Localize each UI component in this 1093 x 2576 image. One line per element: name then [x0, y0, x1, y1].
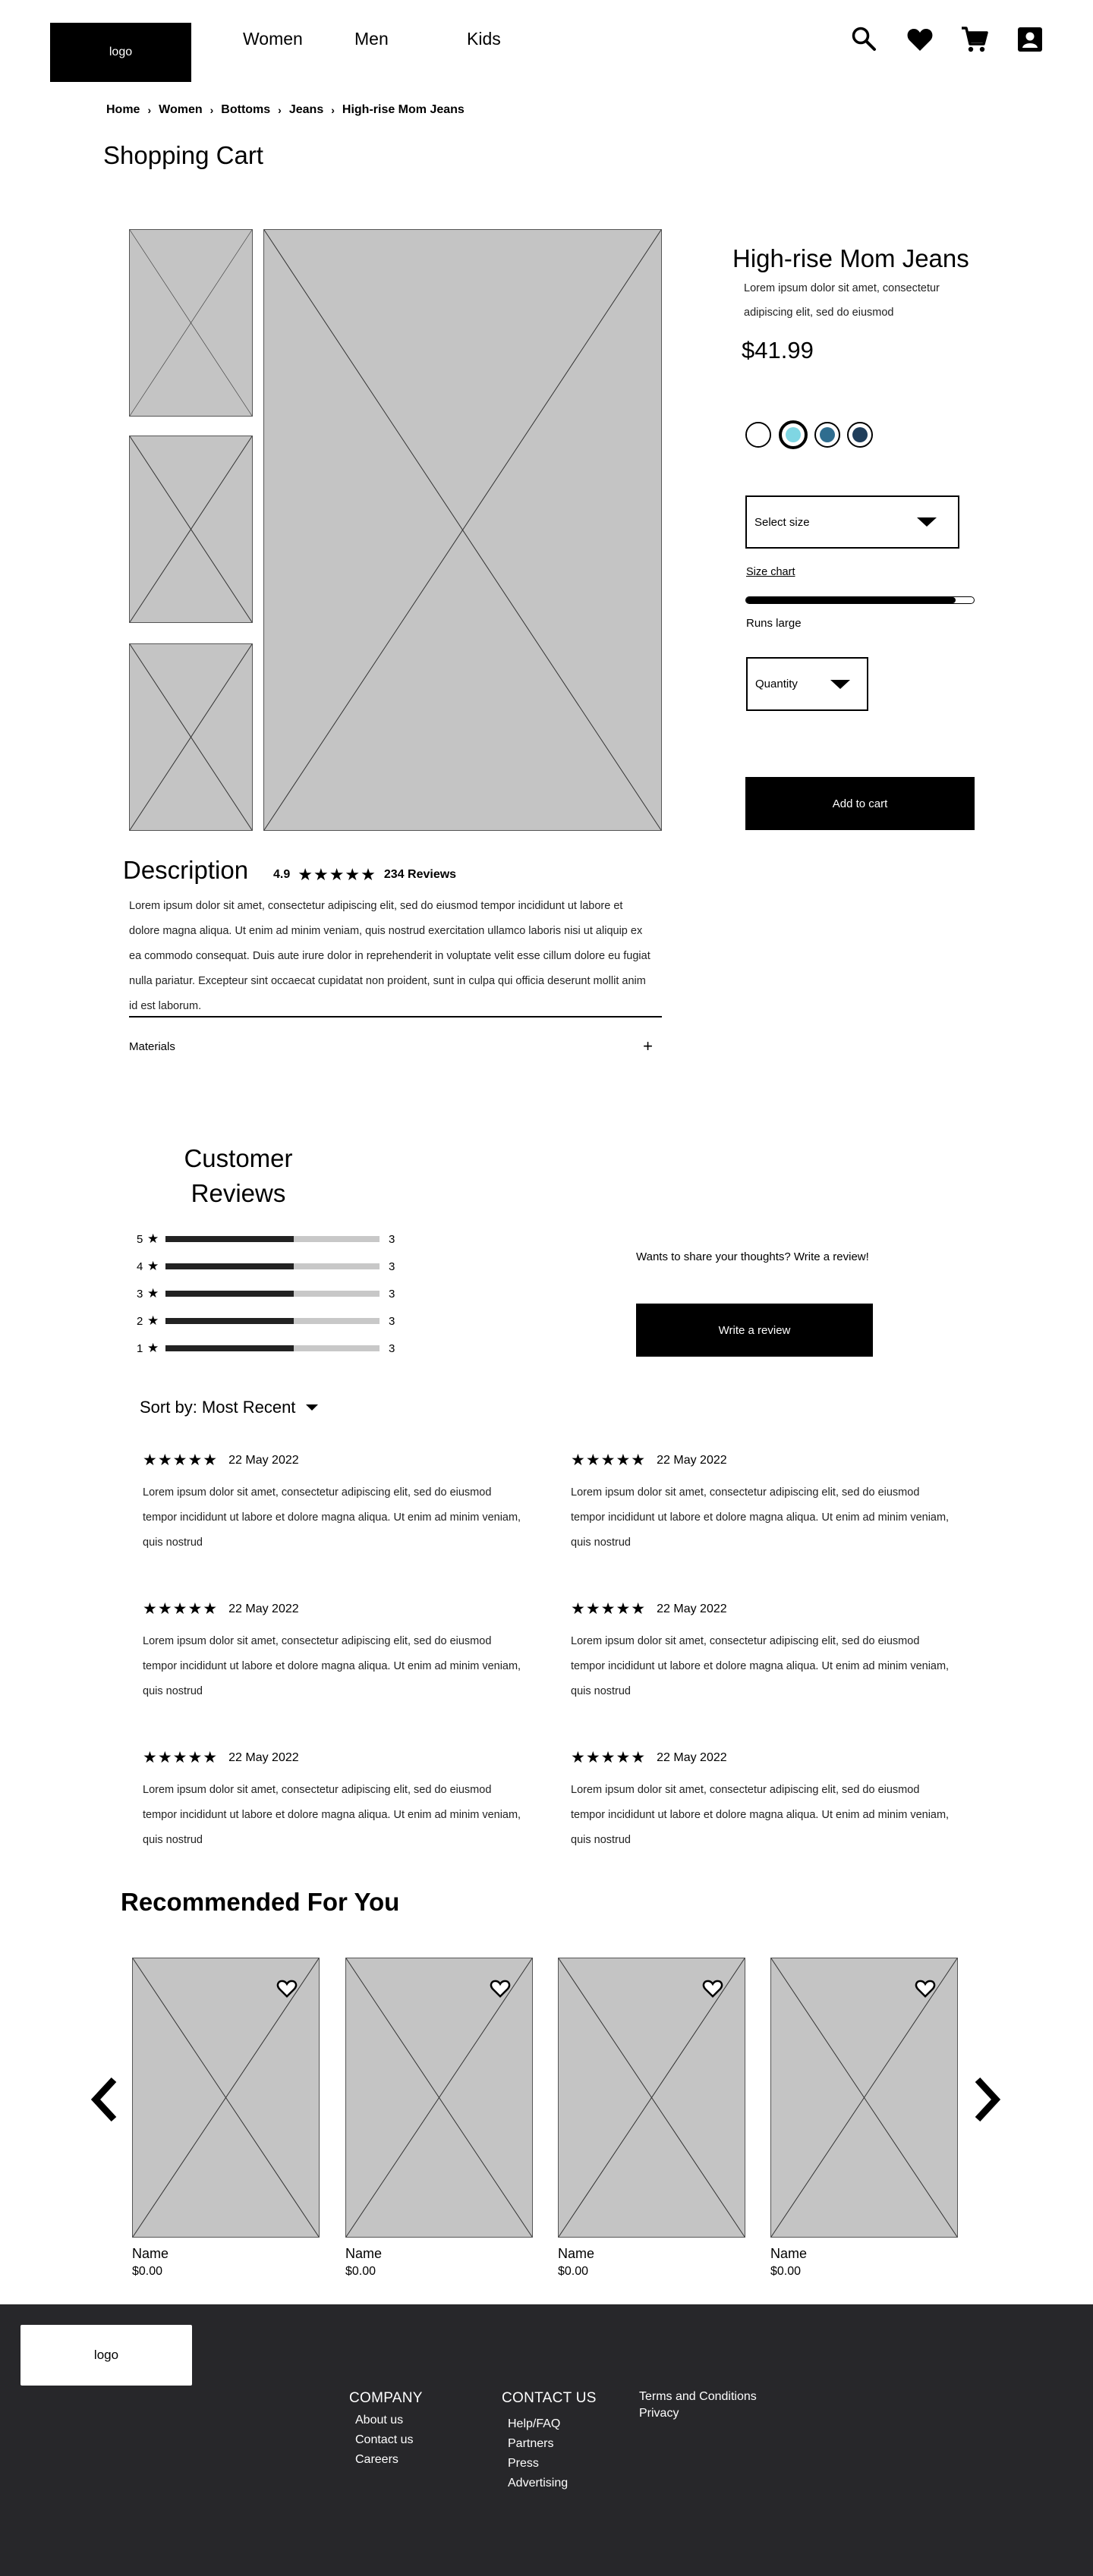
- rating-bar-fill: [165, 1263, 294, 1269]
- caret-down-icon: [306, 1404, 318, 1411]
- rating-row[interactable]: [137, 1307, 395, 1335]
- product-card-image[interactable]: [132, 1958, 320, 2238]
- materials-label: Materials: [129, 1040, 175, 1053]
- review-text: Lorem ipsum dolor sit amet, consectetur adipiscing elit, sed do eiusmod tempor incididunt ut labore et dolore magna aliqua. Ut enim ad minim veniam, quis nostrud: [143, 1635, 521, 1697]
- rating-row[interactable]: [137, 1225, 395, 1253]
- rating-bar: [165, 1318, 380, 1324]
- header-logo-text: logo: [109, 46, 133, 58]
- fit-label: Runs large: [746, 617, 802, 630]
- review-count-link[interactable]: 234 Reviews: [383, 868, 457, 881]
- size-chart-link[interactable]: Size chart: [746, 566, 795, 578]
- review-prompt: Wants to share your thoughts? Write a review!: [636, 1250, 869, 1263]
- product-subtitle: Lorem ipsum dolor sit amet, consectetur adipiscing elit, sed do eiusmod: [744, 282, 940, 319]
- review-item: [143, 1748, 526, 1853]
- heart-outline-icon[interactable]: [490, 1979, 511, 1999]
- product-card-image[interactable]: [770, 1958, 958, 2238]
- rating-stars-icon: ★★★★★: [298, 865, 376, 884]
- product-name: High-rise Mom Jeans: [732, 244, 969, 272]
- star-icon: ★: [147, 1259, 159, 1273]
- footer-link-advertising[interactable]: Advertising: [508, 2477, 569, 2490]
- color-swatch[interactable]: [779, 420, 808, 449]
- rating-bar: [165, 1263, 380, 1269]
- footer-logo[interactable]: [20, 2325, 192, 2386]
- product-price: $41.99: [742, 337, 814, 363]
- review-text: Lorem ipsum dolor sit amet, consectetur adipiscing elit, sed do eiusmod tempor incididunt ut labore et dolore magna aliqua. Ut enim ad minim veniam, quis nostrud: [571, 1486, 950, 1549]
- account-icon[interactable]: [1017, 27, 1043, 52]
- review-date: 22 May 2022: [228, 1602, 299, 1615]
- page-title: Shopping Cart: [103, 141, 263, 169]
- plus-icon: +: [643, 1036, 653, 1055]
- color-swatch-fill: [747, 423, 770, 446]
- rating-row[interactable]: [137, 1335, 395, 1362]
- rating-row-count: 3: [389, 1232, 395, 1246]
- review-text: Lorem ipsum dolor sit amet, consectetur adipiscing elit, sed do eiusmod tempor incididunt ut labore et dolore magna aliqua. Ut enim ad minim veniam, quis nostrud: [571, 1635, 950, 1697]
- reviews-heading-line2: Reviews: [191, 1179, 286, 1207]
- review-text: Lorem ipsum dolor sit amet, consectetur adipiscing elit, sed do eiusmod tempor incididunt ut labore et dolore magna aliqua. Ut enim ad minim veniam, quis nostrud: [571, 1784, 950, 1846]
- thumbnail-image[interactable]: [129, 643, 253, 831]
- reviews-heading: [144, 1141, 332, 1211]
- chevron-right-icon: ›: [331, 104, 335, 116]
- breadcrumb-jeans[interactable]: Jeans: [288, 103, 324, 116]
- review-item: [571, 1599, 954, 1704]
- size-select-value: Select size: [754, 515, 810, 529]
- rating-row-stars: 3: [137, 1287, 143, 1301]
- description-text: Lorem ipsum dolor sit amet, consectetur adipiscing elit, sed do eiusmod tempor incididunt ut labore et dolore magna aliqua. Ut enim ad minim veniam, quis nostrud exercitation ullamco laboris nisi ut aliquip ex ea commodo consequat. Duis aute irure dolor in reprehenderit in voluptate velit esse cillum dolore eu fugiat nulla pariatur. Excepteur sint occaecat cupidatat non proident, sunt in culpa qui officia deserunt mollit anim id est laborum.: [129, 900, 650, 1012]
- product-card-name[interactable]: Name: [558, 2246, 595, 2261]
- reviews-heading-line1: Customer: [184, 1144, 293, 1172]
- rating-row-count: 3: [389, 1260, 395, 1273]
- quantity-select-value: Quantity: [755, 678, 798, 690]
- color-swatch[interactable]: [745, 422, 771, 448]
- rating-row-count: 3: [389, 1287, 395, 1301]
- product-card-name[interactable]: Name: [345, 2246, 383, 2261]
- color-swatch-fill: [852, 427, 868, 442]
- fit-slider-fill: [746, 597, 956, 603]
- review-date: 22 May 2022: [228, 1453, 299, 1467]
- rating-row-stars: 4: [137, 1260, 143, 1273]
- size-select[interactable]: [745, 495, 959, 549]
- caret-down-icon: [830, 680, 850, 689]
- review-stars-icon: ★★★★★: [571, 1749, 647, 1766]
- quantity-select[interactable]: [746, 657, 868, 711]
- sort-dropdown[interactable]: [140, 1398, 318, 1417]
- write-review-label: Write a review: [718, 1323, 791, 1337]
- review-date: 22 May 2022: [657, 1602, 727, 1615]
- rating-bar-fill: [165, 1345, 294, 1351]
- write-review-button[interactable]: [636, 1304, 873, 1357]
- main-product-image: [263, 229, 662, 831]
- product-card-name[interactable]: Name: [132, 2246, 169, 2261]
- footer-link-help[interactable]: Help/FAQ: [508, 2417, 561, 2430]
- star-icon: ★: [147, 1313, 159, 1328]
- review-item: [143, 1599, 526, 1704]
- review-date: 22 May 2022: [657, 1750, 727, 1764]
- rating-value: 4.9: [273, 868, 291, 881]
- rating-summary: [273, 865, 456, 885]
- footer-logo-text: logo: [93, 2348, 119, 2362]
- rating-bar-fill: [165, 1236, 294, 1242]
- star-icon: ★: [147, 1286, 159, 1301]
- rating-row-stars: 1: [137, 1341, 143, 1355]
- search-icon[interactable]: [851, 26, 877, 52]
- nav-kids[interactable]: Kids: [467, 29, 501, 49]
- rating-row-count: 3: [389, 1341, 395, 1355]
- rating-row-stars: 2: [137, 1314, 143, 1328]
- footer-company-heading: COMPANY: [349, 2390, 423, 2406]
- breadcrumb-women[interactable]: Women: [159, 103, 203, 116]
- product-card-image[interactable]: [558, 1958, 745, 2238]
- caret-down-icon: [917, 517, 937, 527]
- divider: [129, 1016, 662, 1018]
- materials-accordion[interactable]: [129, 1035, 653, 1058]
- rating-row[interactable]: [137, 1280, 395, 1307]
- nav-women[interactable]: Women: [243, 29, 303, 49]
- footer-link-contact[interactable]: Contact us: [355, 2433, 414, 2446]
- nav-men[interactable]: Men: [354, 29, 389, 49]
- review-stars-icon: ★★★★★: [143, 1452, 219, 1469]
- heart-icon[interactable]: [906, 27, 934, 52]
- footer-link-terms[interactable]: Terms and Conditions: [639, 2390, 757, 2403]
- rating-bar: [165, 1236, 380, 1242]
- header-logo[interactable]: [50, 23, 191, 82]
- footer-link-partners[interactable]: Partners: [508, 2437, 554, 2450]
- product-card-name[interactable]: Name: [770, 2246, 808, 2261]
- sort-label: Sort by: Most Recent: [140, 1398, 296, 1417]
- footer: [0, 2304, 1093, 2576]
- add-to-cart-button[interactable]: [745, 777, 975, 830]
- chevron-right-icon[interactable]: [972, 2077, 1002, 2122]
- heart-outline-icon[interactable]: [276, 1979, 298, 1999]
- footer-link-press[interactable]: Press: [508, 2457, 539, 2470]
- breadcrumb-home[interactable]: Home: [106, 103, 140, 116]
- product-card-price: $0.00: [132, 2265, 163, 2278]
- chevron-right-icon: ›: [147, 104, 152, 116]
- product-card-price: $0.00: [558, 2265, 589, 2278]
- fit-slider[interactable]: [745, 596, 975, 604]
- star-icon: ★: [147, 1341, 159, 1355]
- review-text: Lorem ipsum dolor sit amet, consectetur adipiscing elit, sed do eiusmod tempor incididunt ut labore et dolore magna aliqua. Ut enim ad minim veniam, quis nostrud: [143, 1784, 521, 1846]
- chevron-right-icon: ›: [209, 104, 214, 116]
- rating-bar: [165, 1291, 380, 1297]
- review-stars-icon: ★★★★★: [571, 1452, 647, 1469]
- heart-outline-icon[interactable]: [915, 1979, 936, 1999]
- cart-icon[interactable]: [960, 26, 989, 53]
- review-text: Lorem ipsum dolor sit amet, consectetur adipiscing elit, sed do eiusmod tempor incididunt ut labore et dolore magna aliqua. Ut enim ad minim veniam, quis nostrud: [143, 1486, 521, 1549]
- rating-bar-fill: [165, 1318, 294, 1324]
- breadcrumb: [106, 103, 465, 117]
- color-swatch-fill: [786, 427, 801, 442]
- rating-bar: [165, 1345, 380, 1351]
- chevron-left-icon[interactable]: [90, 2077, 120, 2122]
- rating-row[interactable]: [137, 1253, 395, 1280]
- review-stars-icon: ★★★★★: [143, 1600, 219, 1618]
- thumbnail-image[interactable]: [129, 229, 253, 417]
- color-swatch[interactable]: [814, 422, 840, 448]
- review-stars-icon: ★★★★★: [143, 1749, 219, 1766]
- breadcrumb-bottoms[interactable]: Bottoms: [221, 103, 271, 116]
- review-date: 22 May 2022: [228, 1750, 299, 1764]
- add-to-cart-label: Add to cart: [832, 797, 888, 810]
- color-swatch-fill: [820, 427, 835, 442]
- star-icon: ★: [147, 1231, 159, 1246]
- heart-outline-icon[interactable]: [702, 1979, 723, 1999]
- recommended-heading: Recommended For You: [121, 1888, 400, 1916]
- product-card-price: $0.00: [770, 2265, 802, 2278]
- product-card-price: $0.00: [345, 2265, 376, 2278]
- footer-contact-heading: CONTACT US: [502, 2390, 597, 2406]
- footer-link-careers[interactable]: Careers: [355, 2453, 398, 2466]
- review-item: [571, 1451, 954, 1555]
- color-swatch[interactable]: [847, 422, 873, 448]
- rating-bar-fill: [165, 1291, 294, 1297]
- footer-link-privacy[interactable]: Privacy: [639, 2407, 679, 2420]
- review-stars-icon: ★★★★★: [571, 1600, 647, 1618]
- rating-row-count: 3: [389, 1314, 395, 1328]
- review-date: 22 May 2022: [657, 1453, 727, 1467]
- rating-row-stars: 5: [137, 1232, 143, 1246]
- breadcrumb-current: High-rise Mom Jeans: [342, 103, 465, 116]
- description-heading: Description: [123, 856, 249, 884]
- thumbnail-image[interactable]: [129, 436, 253, 623]
- review-item: [143, 1451, 526, 1555]
- review-item: [571, 1748, 954, 1853]
- footer-link-about[interactable]: About us: [355, 2414, 404, 2427]
- product-card-image[interactable]: [345, 1958, 533, 2238]
- chevron-right-icon: ›: [278, 104, 282, 116]
